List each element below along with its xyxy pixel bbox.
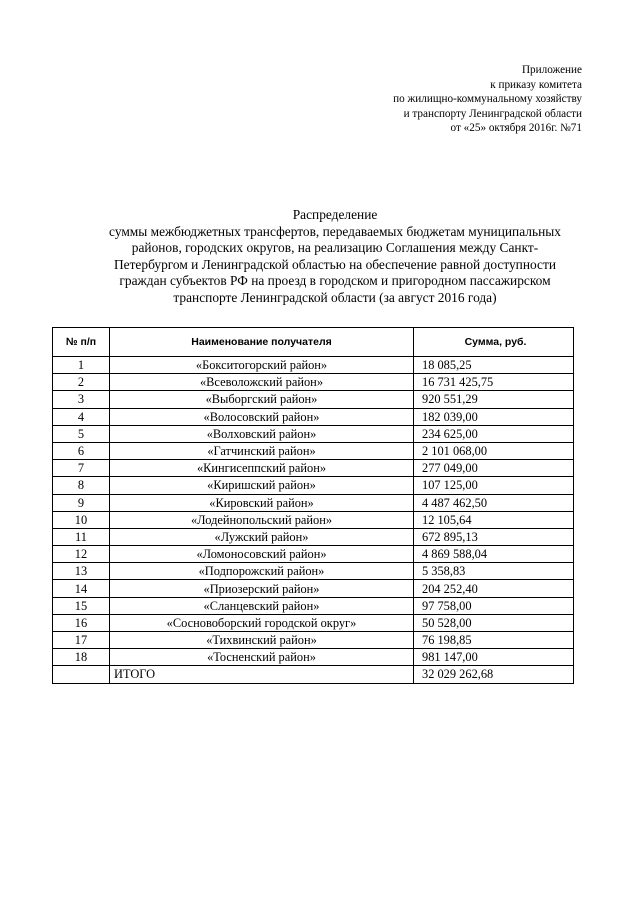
row-sum: 16 731 425,75 <box>414 374 574 391</box>
table-row <box>53 546 574 563</box>
row-recipient: «Кировский район» <box>110 494 414 511</box>
table-header-row <box>53 328 574 357</box>
row-number: 9 <box>53 494 110 511</box>
table-row <box>53 580 574 597</box>
table-row <box>53 391 574 408</box>
table-row <box>53 442 574 459</box>
table-row <box>53 511 574 528</box>
table-row <box>53 563 574 580</box>
row-recipient: «Сосновоборский городской округ» <box>110 614 414 631</box>
header-number: № п/п <box>53 328 110 357</box>
row-number: 4 <box>53 408 110 425</box>
title-line: Петербургом и Ленинградской областью на обеспечение равной доступности <box>113 256 557 272</box>
title-line: граждан субъектов РФ на проезд в городском и пригородном пассажирском <box>119 273 551 289</box>
row-sum: 2 101 068,00 <box>414 442 574 459</box>
header-sum: Сумма, руб. <box>414 328 574 357</box>
total-number-cell <box>53 666 110 683</box>
row-number: 8 <box>53 477 110 494</box>
table-body <box>53 357 574 684</box>
table-row <box>53 649 574 666</box>
table-row <box>53 494 574 511</box>
row-recipient: «Всеволожский район» <box>110 374 414 391</box>
row-recipient: «Лужский район» <box>110 528 414 545</box>
table-row <box>53 374 574 391</box>
row-number: 10 <box>53 511 110 528</box>
total-sum: 32 029 262,68 <box>414 666 574 683</box>
row-number: 2 <box>53 374 110 391</box>
row-number: 12 <box>53 546 110 563</box>
row-number: 13 <box>53 563 110 580</box>
title-line: суммы межбюджетных трансфертов, передаваемых бюджетам муниципальных <box>109 223 561 239</box>
table-row <box>53 425 574 442</box>
row-sum: 76 198,85 <box>414 632 574 649</box>
table-row <box>53 408 574 425</box>
row-sum: 920 551,29 <box>414 391 574 408</box>
appendix-line: по жилищно-коммунальному хозяйству <box>393 93 582 106</box>
row-sum: 5 358,83 <box>414 563 574 580</box>
table-row <box>53 460 574 477</box>
table-row <box>53 632 574 649</box>
row-number: 14 <box>53 580 110 597</box>
appendix-line: от «25» октября 2016г. №71 <box>450 122 582 135</box>
row-number: 3 <box>53 391 110 408</box>
table-row <box>53 614 574 631</box>
appendix-line: к приказу комитета <box>490 78 582 91</box>
distribution-table <box>52 327 574 684</box>
row-sum: 97 758,00 <box>414 597 574 614</box>
row-recipient: «Тихвинский район» <box>110 632 414 649</box>
total-row <box>53 666 574 683</box>
row-recipient: «Кингисеппский район» <box>110 460 414 477</box>
row-recipient: «Подпорожский район» <box>110 563 414 580</box>
row-recipient: «Гатчинский район» <box>110 442 414 459</box>
appendix-line: Приложение <box>521 64 582 76</box>
title-line: районов, городских округов, на реализацию Соглашения между Санкт- <box>131 240 539 256</box>
row-recipient: «Приозерский район» <box>110 580 414 597</box>
row-number: 6 <box>53 442 110 459</box>
title-line: Распределение <box>292 207 378 222</box>
row-sum: 4 869 588,04 <box>414 546 574 563</box>
table-row <box>53 597 574 614</box>
row-sum: 277 049,00 <box>414 460 574 477</box>
header-recipient: Наименование получателя <box>110 328 414 357</box>
row-recipient: «Волховский район» <box>110 425 414 442</box>
row-sum: 107 125,00 <box>414 477 574 494</box>
title-line: транспорте Ленинградской области (за август 2016 года) <box>173 289 497 305</box>
row-sum: 50 528,00 <box>414 614 574 631</box>
row-recipient: «Тосненский район» <box>110 649 414 666</box>
row-number: 5 <box>53 425 110 442</box>
row-sum: 18 085,25 <box>414 357 574 374</box>
row-recipient: «Волосовский район» <box>110 408 414 425</box>
row-number: 1 <box>53 357 110 374</box>
row-number: 11 <box>53 528 110 545</box>
row-sum: 182 039,00 <box>414 408 574 425</box>
row-number: 17 <box>53 632 110 649</box>
row-recipient: «Киришский район» <box>110 477 414 494</box>
row-sum: 234 625,00 <box>414 425 574 442</box>
row-recipient: «Ломоносовский район» <box>110 546 414 563</box>
table-row <box>53 528 574 545</box>
row-sum: 981 147,00 <box>414 649 574 666</box>
appendix-line: и транспорту Ленинградской области <box>403 107 582 120</box>
document-title <box>60 207 610 307</box>
row-sum: 672 895,13 <box>414 528 574 545</box>
row-number: 7 <box>53 460 110 477</box>
row-recipient: «Лодейнопольский район» <box>110 511 414 528</box>
table-row <box>53 357 574 374</box>
row-number: 15 <box>53 597 110 614</box>
row-number: 16 <box>53 614 110 631</box>
total-label: ИТОГО <box>110 666 414 683</box>
row-recipient: «Бокситогорский район» <box>110 357 414 374</box>
row-sum: 12 105,64 <box>414 511 574 528</box>
table-row <box>53 477 574 494</box>
row-sum: 4 487 462,50 <box>414 494 574 511</box>
row-recipient: «Выборгский район» <box>110 391 414 408</box>
appendix-block <box>393 63 582 136</box>
row-sum: 204 252,40 <box>414 580 574 597</box>
row-recipient: «Сланцевский район» <box>110 597 414 614</box>
row-number: 18 <box>53 649 110 666</box>
